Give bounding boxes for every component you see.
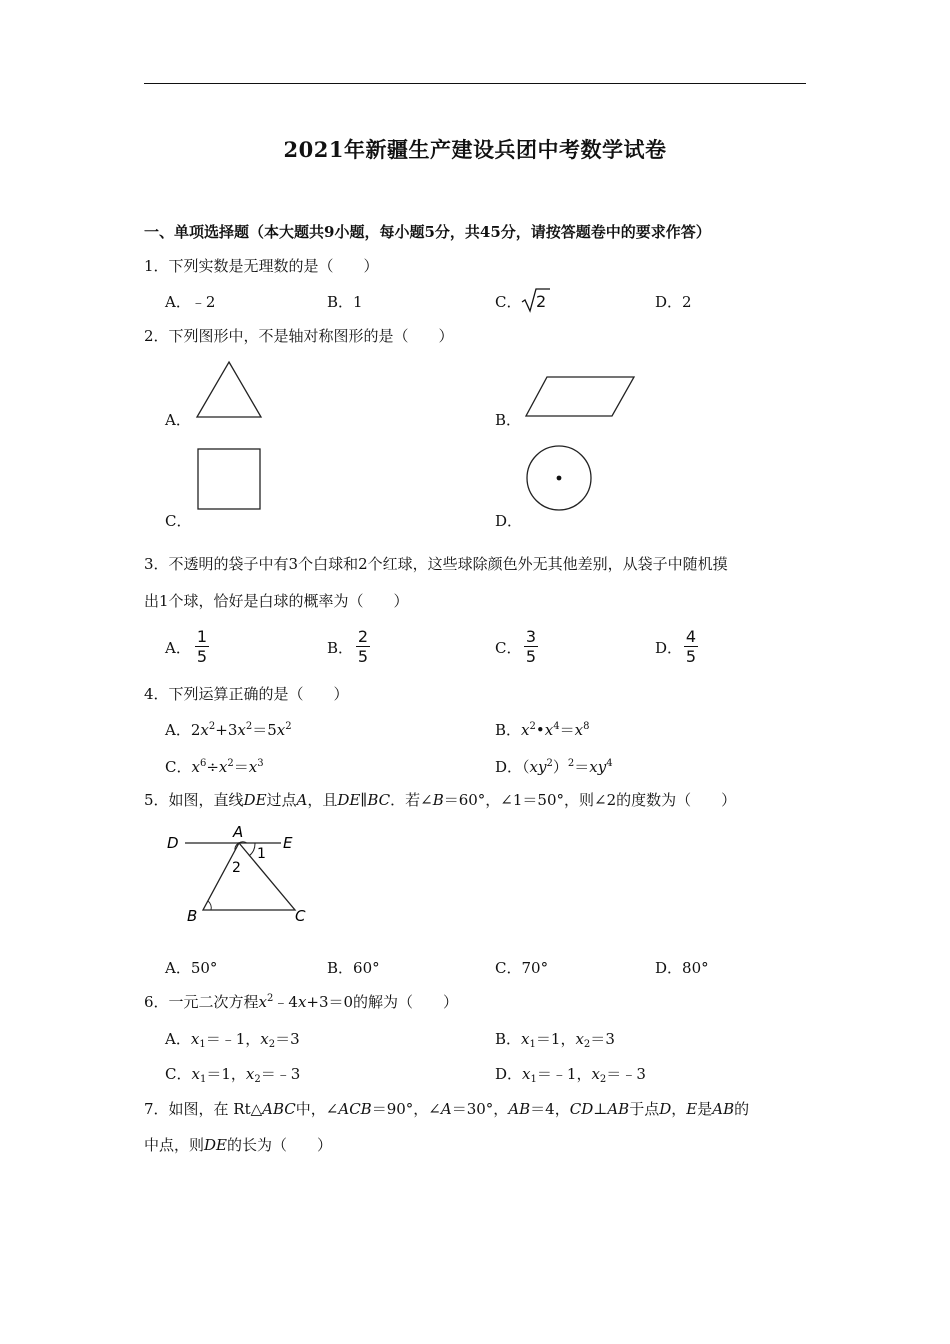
var-x: x [248, 758, 258, 776]
q3-option-c-fraction [524, 628, 538, 665]
var: DE [337, 791, 361, 809]
exponent: 2 [529, 721, 536, 732]
op: ＝ [205, 1030, 221, 1048]
var: E [686, 1100, 698, 1118]
q1-option-d: D．2 [655, 293, 692, 311]
label-A: A [233, 823, 244, 841]
text: ．若∠ [390, 791, 433, 809]
op: ＝ [252, 721, 268, 739]
var-x: x [529, 758, 539, 776]
q2-option-d: D． [495, 512, 523, 530]
text: 于点 [629, 1100, 660, 1118]
q1-option-c [495, 292, 521, 312]
fraction-denominator: 5 [196, 647, 208, 666]
var: AB [508, 1100, 531, 1118]
q4-option-c [165, 757, 264, 777]
text: ﹣4 [273, 993, 298, 1011]
q5-geometry-figure [165, 822, 325, 926]
text: ＝4， [530, 1100, 570, 1118]
subscript: 1 [529, 1039, 536, 1050]
question-4-stem: 4．下列运算正确的是（ ） [144, 685, 349, 703]
value: ﹣1 [551, 1065, 577, 1083]
q4-option-a [165, 720, 292, 740]
value: 3 [290, 1030, 300, 1048]
var-x: x [191, 1065, 200, 1083]
value: ﹣3 [621, 1065, 646, 1083]
text: 5．如图，直线 [144, 791, 244, 809]
q2-option-a: A． [165, 411, 191, 429]
q6-c-label: C． [165, 1065, 192, 1083]
q1-option-c-label: C． [495, 293, 522, 311]
q4-c-label: C． [165, 758, 192, 776]
fraction-numerator: 2 [357, 627, 369, 646]
var-x: x [191, 758, 200, 776]
triangle-figure-icon [195, 360, 265, 420]
sep: ， [230, 1065, 246, 1083]
q4-b-label: B． [495, 721, 522, 739]
var-y: y [538, 758, 547, 776]
q3-option-b-fraction [356, 628, 370, 665]
var-x: x [521, 1030, 530, 1048]
page-title: 2021年新疆生产建设兵团中考数学试卷 [283, 137, 667, 162]
section-heading: 一、单项选择题（本大题共9小题，每小题5分，共45分，请按答题卷中的要求作答） [144, 223, 711, 241]
var: DE [204, 1136, 227, 1154]
exponent: 8 [583, 721, 590, 732]
fraction-numerator: 3 [525, 627, 537, 646]
square-figure-icon [196, 447, 262, 511]
label-C: C [295, 907, 306, 925]
var: CD [569, 1100, 594, 1118]
q6-option-d [495, 1064, 646, 1084]
var-x: x [544, 721, 554, 739]
exponent: 6 [199, 758, 207, 769]
exponent: 2 [208, 721, 216, 732]
exponent: 2 [567, 758, 575, 769]
op: ＝ [559, 721, 575, 739]
var-x: x [589, 758, 598, 776]
q2-option-b: B． [495, 411, 522, 429]
var-x: x [218, 758, 228, 776]
label-angle-1: 1 [257, 846, 266, 862]
question-7-stem-line-2 [144, 1135, 332, 1155]
label-D: D [167, 834, 179, 852]
var-x: x [591, 1065, 600, 1083]
text: ＝30°， [451, 1100, 509, 1118]
sep: ， [576, 1065, 592, 1083]
sep: ， [671, 1100, 687, 1118]
paren: ） [552, 758, 568, 776]
q3-option-c: C． [495, 639, 522, 657]
q4-option-d [495, 757, 613, 777]
var-x: x [276, 721, 286, 739]
value: 3 [605, 1030, 615, 1048]
text: 过点 [266, 791, 297, 809]
exponent: 2 [546, 758, 553, 769]
value: 1 [221, 1065, 231, 1083]
var: BC [367, 791, 391, 809]
var: A [296, 791, 308, 809]
op: ＝ [535, 1030, 551, 1048]
header-rule [144, 83, 806, 84]
subscript: 2 [599, 1074, 607, 1085]
var: ABC [262, 1100, 296, 1118]
q1-option-b: B．1 [327, 293, 363, 311]
q6-a-label: A． [165, 1030, 191, 1048]
op: ＝ [275, 1030, 291, 1048]
q5-option-c: C．70° [495, 959, 549, 977]
sep: ， [560, 1030, 576, 1048]
text: 7．如图，在 Rt△ [144, 1100, 263, 1118]
subscript: 1 [530, 1074, 537, 1085]
var-y: y [597, 758, 607, 776]
q6-option-c [165, 1064, 300, 1084]
q6-option-a [165, 1029, 300, 1049]
q5-option-a: A．50° [165, 959, 218, 977]
subscript: 2 [268, 1039, 276, 1050]
coef: 2 [190, 721, 201, 739]
circle-figure-icon [524, 444, 594, 512]
exponent: 2 [245, 721, 253, 732]
subscript: 1 [199, 1074, 207, 1085]
fraction-denominator: 5 [685, 647, 697, 666]
op: ＝ [536, 1065, 552, 1083]
op: ⊥ [593, 1100, 608, 1118]
q3-option-d-fraction [684, 628, 698, 665]
text: +3＝0的解为（ ） [306, 993, 459, 1011]
value: ﹣3 [275, 1065, 301, 1083]
question-5-stem [144, 790, 736, 810]
var-x: x [260, 1030, 269, 1048]
question-1-stem: 1．下列实数是无理数的是（ ） [144, 257, 379, 275]
label-angle-2: 2 [232, 860, 241, 876]
q4-option-b [495, 720, 589, 740]
fraction-numerator: 1 [196, 627, 208, 646]
fraction-denominator: 5 [357, 647, 369, 666]
q2-option-c: C． [165, 512, 192, 530]
op: ＝ [233, 758, 249, 776]
text: ＝60°，∠1＝50°，则∠2的度数为（ ） [443, 791, 737, 809]
question-2-stem: 2．下列图形中，不是轴对称图形的是（ ） [144, 327, 454, 345]
label-B: B [187, 907, 198, 925]
exponent: 3 [257, 758, 264, 769]
paren: （ [522, 758, 530, 776]
op: ＝ [590, 1030, 606, 1048]
q5-option-d: D．80° [655, 959, 709, 977]
exponent: 2 [267, 993, 274, 1004]
op: ＝ [206, 1065, 222, 1083]
label-E: E [283, 834, 293, 852]
value: 1 [550, 1030, 561, 1048]
q6-d-label: D． [495, 1065, 523, 1083]
var: B [432, 791, 444, 809]
coef: 3 [227, 721, 238, 739]
fraction-numerator: 4 [685, 627, 697, 646]
q6-b-label: B． [495, 1030, 522, 1048]
text: 6．一元二次方程 [144, 993, 259, 1011]
exponent: 2 [285, 721, 292, 732]
op: ＝ [574, 758, 590, 776]
var-x: x [190, 1030, 200, 1048]
op: • [535, 721, 545, 739]
sep: ， [245, 1030, 261, 1048]
question-6-stem [144, 992, 458, 1012]
text: 中点，则 [144, 1136, 205, 1154]
var: ACB [338, 1100, 372, 1118]
text: ＝90°，∠ [371, 1100, 441, 1118]
var-x: x [575, 1030, 584, 1048]
q3-option-b: B． [327, 639, 354, 657]
q3-option-a: A． [165, 639, 191, 657]
op: ÷ [206, 758, 219, 776]
var: AB [712, 1100, 735, 1118]
subscript: 1 [199, 1039, 206, 1050]
exponent: 2 [227, 758, 234, 769]
q1-option-c-radicand: 2 [536, 292, 547, 311]
var-x: x [258, 993, 268, 1011]
text: 中，∠ [295, 1100, 339, 1118]
subscript: 2 [254, 1074, 261, 1085]
var-x: x [237, 721, 246, 739]
var-x: x [521, 721, 530, 739]
question-3-stem-line-2: 出1个球，恰好是白球的概率为（ ） [144, 592, 409, 610]
var-x: x [200, 721, 209, 739]
text: 的 [734, 1100, 750, 1118]
coef: 5 [267, 721, 277, 739]
fraction-denominator: 5 [525, 647, 537, 666]
var: AB [607, 1100, 630, 1118]
q4-a-label: A． [165, 721, 191, 739]
var-x: x [245, 1065, 255, 1083]
text: 的长为（ ） [227, 1136, 333, 1154]
exponent: 4 [606, 758, 613, 769]
subscript: 2 [583, 1039, 591, 1050]
q5-option-b: B．60° [327, 959, 380, 977]
q4-d-label: D． [495, 758, 523, 776]
question-7-stem-line-1 [144, 1099, 749, 1119]
op: + [215, 721, 228, 739]
parallelogram-figure-icon [525, 375, 637, 419]
value: ﹣1 [220, 1030, 246, 1048]
q3-option-a-fraction [195, 628, 209, 665]
var: D [659, 1100, 672, 1118]
question-3-stem-line-1: 3．不透明的袋子中有3个白球和2个红球，这些球除颜色外无其他差别，从袋子中随机摸 [144, 555, 728, 573]
q6-option-b [495, 1029, 615, 1049]
op: ＝ [606, 1065, 622, 1083]
text: 是 [697, 1100, 713, 1118]
var-x: x [297, 993, 307, 1011]
q1-option-a: A．﹣2 [165, 293, 216, 311]
var: A [440, 1100, 452, 1118]
q3-option-d: D． [655, 639, 683, 657]
text: ，且 [307, 791, 338, 809]
var-x: x [522, 1065, 531, 1083]
var: DE [243, 791, 267, 809]
op: ＝ [260, 1065, 276, 1083]
op: ∥ [360, 791, 368, 809]
var-x: x [574, 721, 584, 739]
exponent: 4 [553, 721, 560, 732]
